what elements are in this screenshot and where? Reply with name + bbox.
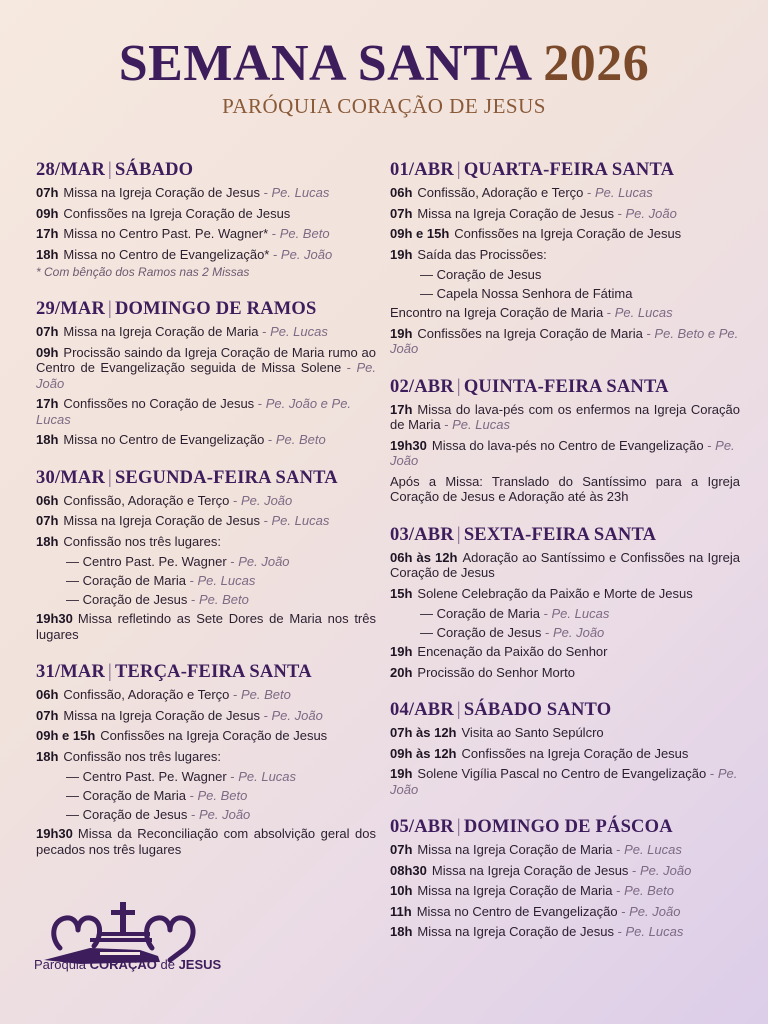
event-sub-item (390, 286, 740, 302)
event-time: 09h e 15h (36, 728, 96, 743)
event-time: 11h (390, 903, 412, 919)
sub-priest: - Pe. João (227, 554, 290, 569)
event-priest: - Pe. Lucas (260, 185, 329, 200)
event-item (390, 402, 740, 433)
event-time: 19h (390, 246, 413, 262)
event-text: Missa na Igreja Coração de Maria (63, 324, 259, 339)
event-time: 20h (390, 664, 413, 680)
event-text: Missa no Centro de Evangelização* (63, 246, 270, 262)
sub-text: Coração de Maria (82, 788, 186, 803)
event-time: 10h (390, 883, 413, 898)
day-heading (390, 700, 740, 721)
day-block (390, 525, 740, 681)
day-date: 01/ABR (390, 160, 454, 180)
event-item (390, 438, 740, 469)
sub-text: Capela Nossa Senhora de Fátima (436, 286, 633, 301)
event-time: 08h30 (390, 862, 427, 878)
event-text: Confissão, Adoração e Terço (63, 492, 230, 508)
sub-priest: - Pe. João (187, 807, 250, 822)
schedule-column-right (390, 160, 740, 960)
event-time: 18h (36, 432, 59, 447)
sub-priest: - Pe. Lucas (227, 769, 296, 784)
day-name: SEGUNDA-FEIRA SANTA (114, 467, 338, 488)
event-item (36, 826, 376, 857)
event-text: Confissões na Igreja Coração de Maria (417, 325, 643, 341)
event-item (390, 326, 740, 357)
title-year: 2026 (543, 35, 650, 92)
event-time: 07h (36, 324, 59, 339)
event-text: Confissões na Igreja Coração de Jesus (461, 745, 689, 761)
logo-name: CORAÇÃO (89, 957, 157, 972)
sub-priest: - Pe. Beto (187, 592, 248, 607)
event-text: Solene Vigília Pascal no Centro de Evangelização (417, 766, 707, 781)
day-heading (390, 377, 740, 398)
day-name: DOMINGO DE PÁSCOA (463, 817, 673, 837)
sub-priest: - Pe. João (541, 625, 604, 640)
event-time: 07h às 12h (390, 725, 457, 740)
event-priest: - Pe. João (614, 206, 677, 221)
event-time: 07h (36, 185, 59, 200)
event-item (390, 206, 740, 222)
event-text: Confissões no Coração de Jesus (63, 396, 255, 411)
logo-prefix: Paróquia (34, 957, 87, 972)
event-item (390, 725, 740, 741)
day-separator: | (456, 700, 461, 720)
event-priest: - Pe. Lucas (614, 924, 683, 939)
day-date: 05/ABR (390, 817, 454, 837)
event-item (36, 185, 376, 201)
event-text: Adoração ao Santíssimo e Confissões na Igreja Coração de Jesus (390, 549, 740, 580)
day-heading (36, 468, 376, 489)
event-priest: - Pe. Lucas (583, 185, 652, 200)
after-priest: - Pe. Lucas (603, 305, 672, 320)
day-separator: | (456, 160, 461, 180)
event-priest: - Pe. João (269, 247, 332, 262)
event-sub-item (36, 769, 376, 785)
event-time: 18h (390, 924, 413, 939)
event-item (36, 513, 376, 529)
event-text: Missa na Igreja Coração de Jesus (417, 205, 614, 221)
event-item (36, 534, 376, 550)
event-text: Missa na Igreja Coração de Jesus (431, 862, 629, 878)
event-priest: - Pe. João (390, 766, 737, 797)
event-item (390, 863, 740, 879)
event-text: Confissão nos três lugares: (63, 748, 221, 764)
day-separator: | (108, 299, 112, 319)
sub-text: Coração de Jesus (436, 267, 542, 282)
event-time: 06h às 12h (390, 549, 458, 565)
event-priest: - Pe. Lucas (260, 513, 329, 528)
sub-text: Coração de Jesus (436, 625, 542, 640)
event-sub-item (390, 625, 740, 641)
sub-text: Coração de Jesus (82, 807, 188, 822)
sub-priest: - Pe. Beto (186, 788, 247, 803)
page-title (0, 35, 768, 92)
event-text: Missa na Igreja Coração de Jesus (63, 513, 260, 528)
event-priest: - Pe. João (628, 863, 691, 878)
day-separator: | (456, 524, 461, 545)
sub-text: Coração de Jesus (82, 592, 188, 607)
day-separator: | (108, 467, 112, 488)
event-text: Missa na Igreja Coração de Jesus (417, 924, 614, 939)
event-item (36, 247, 376, 263)
event-sub-item (36, 554, 376, 570)
event-priest: - Pe. Beto (264, 432, 325, 447)
day-separator: | (456, 376, 461, 397)
parish-logo-text (34, 957, 221, 972)
event-time: 19h30 (36, 611, 73, 626)
day-name: SEXTA-FEIRA SANTA (463, 524, 657, 545)
event-item (390, 586, 740, 602)
event-priest: - Pe. Beto (268, 226, 329, 241)
event-time: 18h (36, 533, 59, 549)
event-after (390, 305, 740, 321)
event-priest: - Pe. Beto (613, 883, 674, 898)
day-block (390, 817, 740, 940)
sub-priest: - Pe. Lucas (186, 573, 255, 588)
event-item (36, 324, 376, 340)
event-item (390, 247, 740, 263)
event-time: 09h às 12h (390, 745, 457, 761)
day-block (390, 377, 740, 505)
event-text: Saída das Procissões: (417, 246, 547, 262)
event-item (390, 665, 740, 681)
event-text: Confissões na Igreja Coração de Jesus (100, 728, 328, 743)
after-text: Encontro na Igreja Coração de Maria (390, 305, 604, 320)
event-item (390, 924, 740, 940)
event-item (36, 708, 376, 724)
event-text: Solene Celebração da Paixão e Morte de Jesus (417, 585, 693, 601)
event-priest: - Pe. Lucas (613, 842, 682, 857)
event-text: Procissão do Senhor Morto (417, 664, 575, 680)
day-date: 29/MAR (36, 299, 106, 319)
event-priest: - Pe. Lucas (441, 417, 510, 432)
event-sub-item (390, 267, 740, 283)
day-heading (390, 525, 740, 546)
event-priest: - Pe. João e Pe. Lucas (36, 396, 351, 427)
event-priest: - Pe. Beto e Pe. João (390, 326, 738, 357)
day-name: DOMINGO DE RAMOS (114, 299, 317, 319)
event-item (390, 766, 740, 797)
day-block (36, 160, 376, 279)
event-text: Missa refletindo as Sete Dores de Maria nos três lugares (36, 611, 376, 642)
event-priest: - Pe. João (36, 360, 376, 391)
event-item (390, 746, 740, 762)
sub-priest: - Pe. Lucas (540, 606, 609, 621)
event-priest: - Pe. João (260, 708, 323, 723)
event-sub-item (390, 606, 740, 622)
event-time: 19h30 (36, 826, 73, 841)
schedule-column-left (36, 160, 376, 877)
event-item (36, 493, 376, 509)
event-time: 19h (390, 766, 413, 781)
event-time: 17h (36, 396, 59, 411)
title-text: SEMANA SANTA (118, 35, 530, 92)
event-text: Missa na Igreja Coração de Jesus (63, 185, 260, 200)
day-separator: | (108, 662, 112, 682)
event-item (390, 842, 740, 858)
event-time: 19h (390, 325, 413, 341)
day-block (390, 160, 740, 357)
event-text: Após a Missa: Translado do Santíssimo para a Igreja Coração de Jesus e Adoração até às 23h (390, 473, 740, 504)
event-text: Missa do lava-pés com os enfermos na Igreja Coração de Maria (390, 401, 740, 432)
logo-suffix: JESUS (178, 957, 222, 972)
event-item (390, 474, 740, 505)
event-item (390, 550, 740, 581)
event-item (36, 749, 376, 765)
event-item (36, 432, 376, 448)
event-sub-item (36, 788, 376, 804)
sub-text: Centro Past. Pe. Wagner (82, 769, 227, 784)
event-item (36, 226, 376, 242)
event-time: 07h (390, 205, 413, 221)
event-time: 06h (390, 185, 413, 200)
day-date: 02/ABR (390, 376, 454, 397)
event-text: Missa do lava-pés no Centro de Evangelização (431, 437, 704, 453)
event-item (36, 206, 376, 222)
event-item (36, 611, 376, 642)
day-name: QUARTA-FEIRA SANTA (463, 160, 675, 180)
event-time: 07h (390, 842, 413, 857)
event-sub-item (36, 807, 376, 823)
day-date: 30/MAR (36, 467, 106, 488)
day-heading (36, 299, 376, 320)
event-time: 07h (36, 707, 59, 723)
event-item (36, 396, 376, 427)
event-text: Missa na Igreja Coração de Maria (417, 842, 613, 857)
day-block (390, 700, 740, 797)
event-time: 06h (36, 687, 59, 702)
event-priest: - Pe. Lucas (259, 324, 328, 339)
logo-de: de (160, 957, 175, 972)
event-text: Missa no Centro Past. Pe. Wagner* (63, 226, 269, 241)
event-item (36, 345, 376, 392)
day-date: 03/ABR (390, 524, 454, 545)
day-block (36, 468, 376, 643)
day-name: SÁBADO SANTO (463, 700, 612, 720)
event-sub-item (36, 592, 376, 608)
event-time: 17h (36, 226, 59, 241)
event-time: 15h (390, 585, 413, 601)
page-subtitle: PARÓQUIA CORAÇÃO DE JESUS (222, 94, 546, 118)
event-text: Missa na Igreja Coração de Jesus (63, 707, 260, 723)
event-text: Procissão saindo da Igreja Coração de Maria rumo ao Centro de Evangelização seguida de Missa Solene (36, 344, 376, 375)
sub-text: Centro Past. Pe. Wagner (82, 554, 227, 569)
event-time: 09h (36, 205, 59, 221)
day-heading (36, 160, 376, 181)
event-time: 09h e 15h (390, 226, 450, 241)
event-text: Missa no Centro de Evangelização (63, 432, 265, 447)
day-note: * Com bênção dos Ramos nas 2 Missas (36, 265, 250, 279)
day-name: TERÇA-FEIRA SANTA (114, 662, 312, 682)
day-heading (390, 160, 740, 181)
event-text: Confissões na Igreja Coração de Jesus (454, 226, 682, 241)
event-item (390, 185, 740, 201)
day-heading (390, 817, 740, 838)
event-time: 07h (36, 513, 59, 528)
event-time: 19h30 (390, 437, 427, 453)
day-block (36, 299, 376, 448)
event-text: Confissão, Adoração e Terço (63, 687, 230, 702)
event-sub-item (36, 573, 376, 589)
event-text: Confissão, Adoração e Terço (417, 185, 584, 200)
day-separator: | (108, 160, 112, 180)
event-time: 18h (36, 246, 59, 262)
event-item (390, 644, 740, 660)
day-date: 31/MAR (36, 662, 106, 682)
event-text: Confissão nos três lugares: (63, 533, 221, 549)
event-time: 06h (36, 492, 59, 508)
sub-text: Coração de Maria (436, 606, 540, 621)
event-item (36, 728, 376, 744)
event-priest: - Pe. João (229, 493, 292, 508)
event-item (36, 687, 376, 703)
day-date: 28/MAR (36, 160, 106, 180)
event-item (390, 226, 740, 242)
event-text: Missa no Centro de Evangelização (416, 903, 618, 919)
event-text: Visita ao Santo Sepúlcro (461, 725, 604, 740)
event-text: Encenação da Paixão do Senhor (417, 644, 608, 659)
event-priest: - Pe. João (618, 904, 681, 919)
event-priest: - Pe. João (390, 438, 735, 469)
day-date: 04/ABR (390, 700, 454, 720)
event-text: Missa na Igreja Coração de Maria (417, 883, 613, 898)
day-heading (36, 662, 376, 683)
day-separator: | (456, 817, 461, 837)
event-item (390, 904, 740, 920)
event-time: 19h (390, 644, 413, 659)
event-time: 18h (36, 748, 59, 764)
day-block (36, 662, 376, 857)
event-time: 17h (390, 401, 413, 417)
sub-text: Coração de Maria (82, 573, 186, 588)
day-name: SÁBADO (114, 160, 194, 180)
event-text: Missa da Reconciliação com absolvição geral dos pecados nos três lugares (36, 826, 376, 857)
day-name: QUINTA-FEIRA SANTA (463, 376, 669, 397)
event-priest: - Pe. Beto (229, 687, 290, 702)
event-text: Confissões na Igreja Coração de Jesus (63, 205, 291, 221)
event-time: 09h (36, 344, 59, 360)
event-item (390, 883, 740, 899)
